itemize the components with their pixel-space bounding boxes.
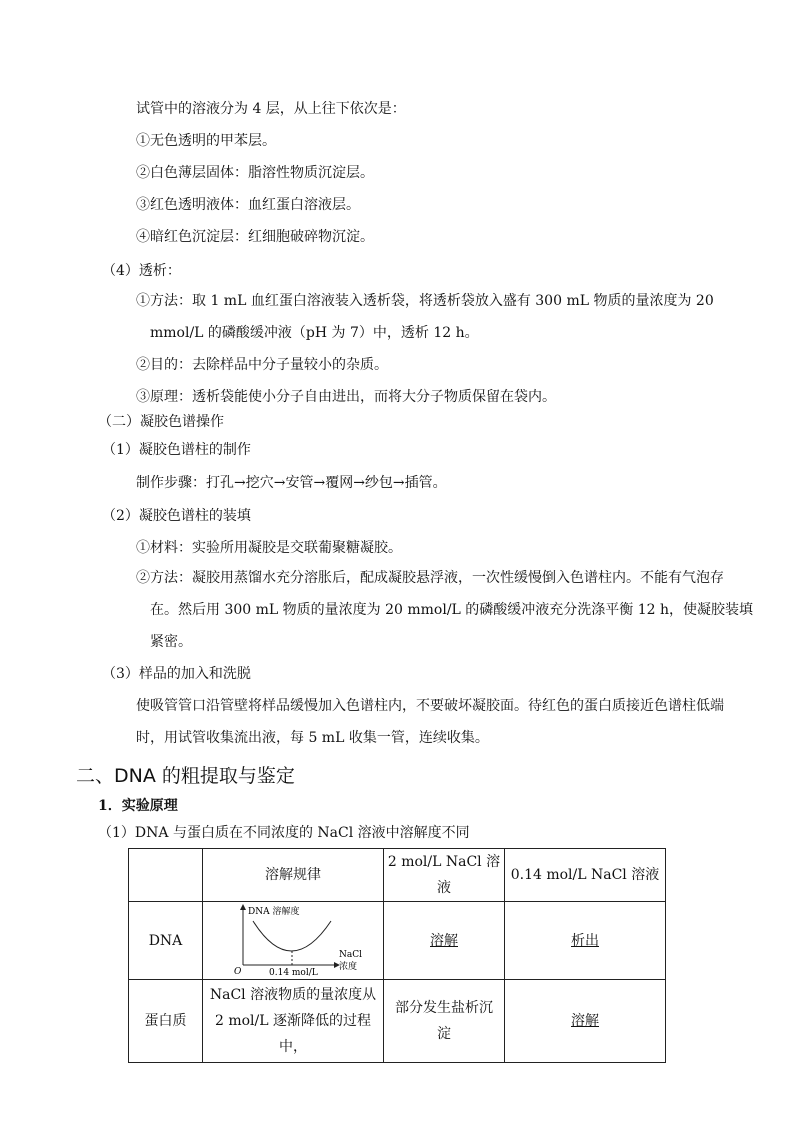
text-line: （1）凝胶色谱柱的制作 <box>102 442 251 458</box>
dna-014mol-result: 析出 <box>505 902 666 980</box>
text-line: 使吸管管口沿管壁将样品缓慢加入色谱柱内，不要破坏凝胶面。待红色的蛋白质接近色谱柱低端 <box>136 698 724 714</box>
text-line: （二）凝胶色谱操作 <box>98 414 224 430</box>
text-line: ②目的：去除样品中分子量较小的杂质。 <box>136 357 388 373</box>
section-title: 二、DNA 的粗提取与鉴定 <box>76 765 295 787</box>
text-line: 紧密。 <box>150 634 192 650</box>
x-axis-label: NaCl <box>339 949 363 960</box>
text-line: （3）样品的加入和洗脱 <box>102 666 251 682</box>
table-header-cell: 0.14 mol/L NaCl 溶液 <box>505 849 666 902</box>
text-line: 试管中的溶液分为 4 层，从上往下依次是： <box>136 101 406 117</box>
table-header-cell: 溶解规律 <box>203 849 384 902</box>
protein-2mol-line: 淀 <box>437 1026 451 1042</box>
protein-2mol-line: 部分发生盐析沉 <box>395 1000 493 1016</box>
solubility-graph-cell <box>203 902 384 980</box>
table-row-protein <box>129 980 666 1063</box>
subsection-title: 1．实验原理 <box>98 798 178 814</box>
solubility-table <box>128 848 666 1063</box>
text-line: ①材料：实验所用凝胶是交联葡聚糖凝胶。 <box>136 540 402 556</box>
text-line: （1）DNA 与蛋白质在不同浓度的 NaCl 溶液中溶解度不同 <box>98 825 470 841</box>
text-line: mmol/L 的磷酸缓冲液（pH 为 7）中，透析 12 h。 <box>150 325 479 341</box>
text-line: （4）透析： <box>102 263 181 279</box>
table-header-cell: 2 mol/L NaCl 溶液 <box>384 849 505 902</box>
text-line: 制作步骤：打孔→挖穴→安管→覆网→纱包→插管。 <box>136 475 447 491</box>
text-line: （2）凝胶色谱柱的装填 <box>102 508 251 524</box>
table-row-dna <box>129 902 666 980</box>
dna-2mol-result: 溶解 <box>384 902 505 980</box>
text-line: ③原理：透析袋能使小分子自由进出，而将大分子物质保留在袋内。 <box>136 389 556 405</box>
table-header-cell <box>129 849 203 902</box>
y-axis-label: DNA 溶解度 <box>248 906 300 917</box>
text-line: ②方法：凝胶用蒸馏水充分溶胀后，配成凝胶悬浮液，一次性缓慢倒入色谱柱内。不能有气泡存 <box>136 570 724 586</box>
text-line: ②白色薄层固体：脂溶性物质沉淀层。 <box>136 165 374 181</box>
protein-rule-line: NaCl 溶液物质的量浓度从 <box>209 987 377 1003</box>
protein-rule-cell <box>203 980 384 1063</box>
text-line: ④暗红色沉淀层：红细胞破碎物沉淀。 <box>136 229 374 245</box>
text-line: ③红色透明液体：血红蛋白溶液层。 <box>136 197 360 213</box>
protein-2mol-result <box>384 980 505 1063</box>
row-label: 蛋白质 <box>129 980 203 1063</box>
protein-rule-line: 2 mol/L 逐渐降低的过程中， <box>214 1013 371 1055</box>
text-line: ①方法：取 1 mL 血红蛋白溶液装入透析袋，将透析袋放入盛有 300 mL 物质的量浓度为 20 <box>136 293 714 309</box>
table-header-row <box>129 849 666 902</box>
solubility-curve <box>253 921 331 951</box>
text-line: 在。然后用 300 mL 物质的量浓度为 20 mmol/L 的磷酸缓冲液充分洗涤平衡 12 h，使凝胶装填 <box>150 602 754 618</box>
origin-label: O <box>234 966 242 977</box>
text-line: ①无色透明的甲苯层。 <box>136 133 276 149</box>
text-line: 时，用试管收集流出液，每 5 mL 收集一管，连续收集。 <box>136 730 489 746</box>
x-axis-label-2: 浓度 <box>339 961 358 972</box>
dna-solubility-graph <box>213 903 373 979</box>
protein-014mol-result: 溶解 <box>505 980 666 1063</box>
min-tick-label: 0.14 mol/L <box>269 967 318 978</box>
row-label: DNA <box>129 902 203 980</box>
